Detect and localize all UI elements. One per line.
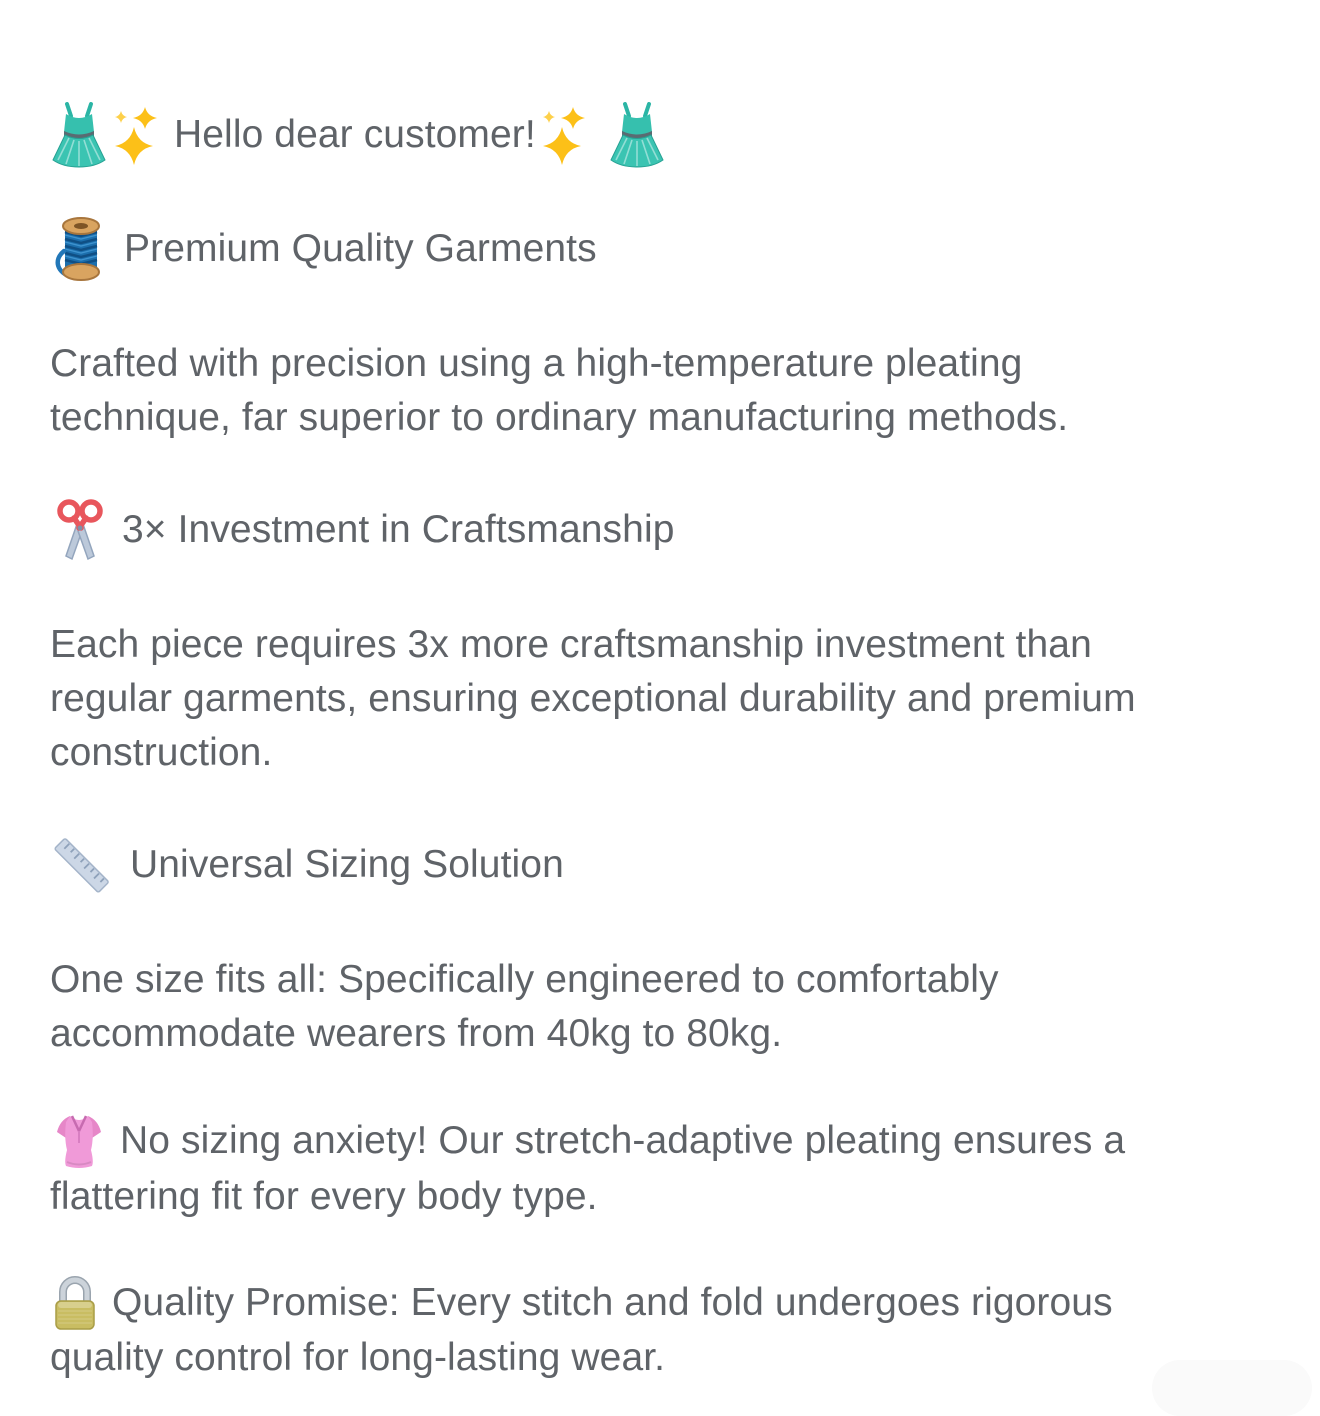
paragraph-line: Each piece requires 3x more craftsmanship investment than: [50, 623, 1092, 666]
greeting-line: [50, 101, 1270, 169]
paragraph-first-line: [50, 1112, 1270, 1170]
paragraph-line: accommodate wearers from 40kg to 80kg.: [50, 1012, 783, 1055]
section-heading-sizing: [50, 831, 1270, 899]
dress-icon: [608, 102, 666, 168]
scissors-icon: [50, 498, 110, 562]
section-heading-premium-quality: [50, 215, 1270, 283]
greeting-text: Hello dear customer!: [174, 113, 536, 156]
dress-icon: [50, 102, 108, 168]
paragraph-line: Crafted with precision using a high-temperature pleating: [50, 342, 1023, 385]
paragraph-quality-promise: [50, 1275, 1270, 1385]
section-heading-text: Premium Quality Garments: [124, 227, 597, 270]
paragraph-line: construction.: [50, 731, 273, 774]
paragraph-line: Quality Promise: Every stitch and fold undergoes rigorous: [112, 1281, 1113, 1324]
paragraph-each-piece: [50, 618, 1270, 780]
section-heading-investment: [50, 496, 1270, 564]
lock-icon: [50, 1275, 100, 1331]
paragraph-first-line: [50, 1275, 1270, 1331]
faint-overlay-shape: [1152, 1360, 1312, 1416]
thread-spool-icon: [50, 215, 112, 283]
section-heading-text: Universal Sizing Solution: [130, 843, 564, 886]
paragraph-no-sizing-anxiety: [50, 1112, 1270, 1224]
womans-clothes-icon: [50, 1112, 108, 1170]
sparkles-icon: [540, 105, 590, 165]
paragraph-line: One size fits all: Specifically engineered to comfortably: [50, 958, 999, 1001]
paragraph-crafted: [50, 337, 1270, 445]
paragraph-line: flattering fit for every body type.: [50, 1175, 598, 1218]
paragraph-one-size: [50, 953, 1270, 1061]
straight-ruler-icon: [50, 833, 114, 897]
section-heading-text: 3× Investment in Craftsmanship: [122, 508, 675, 551]
paragraph-line: No sizing anxiety! Our stretch-adaptive pleating ensures a: [120, 1119, 1126, 1162]
paragraph-line: quality control for long-lasting wear.: [50, 1336, 666, 1379]
sparkles-icon: [112, 105, 162, 165]
paragraph-line: technique, far superior to ordinary manufacturing methods.: [50, 396, 1069, 439]
paragraph-line: regular garments, ensuring exceptional durability and premium: [50, 677, 1136, 720]
